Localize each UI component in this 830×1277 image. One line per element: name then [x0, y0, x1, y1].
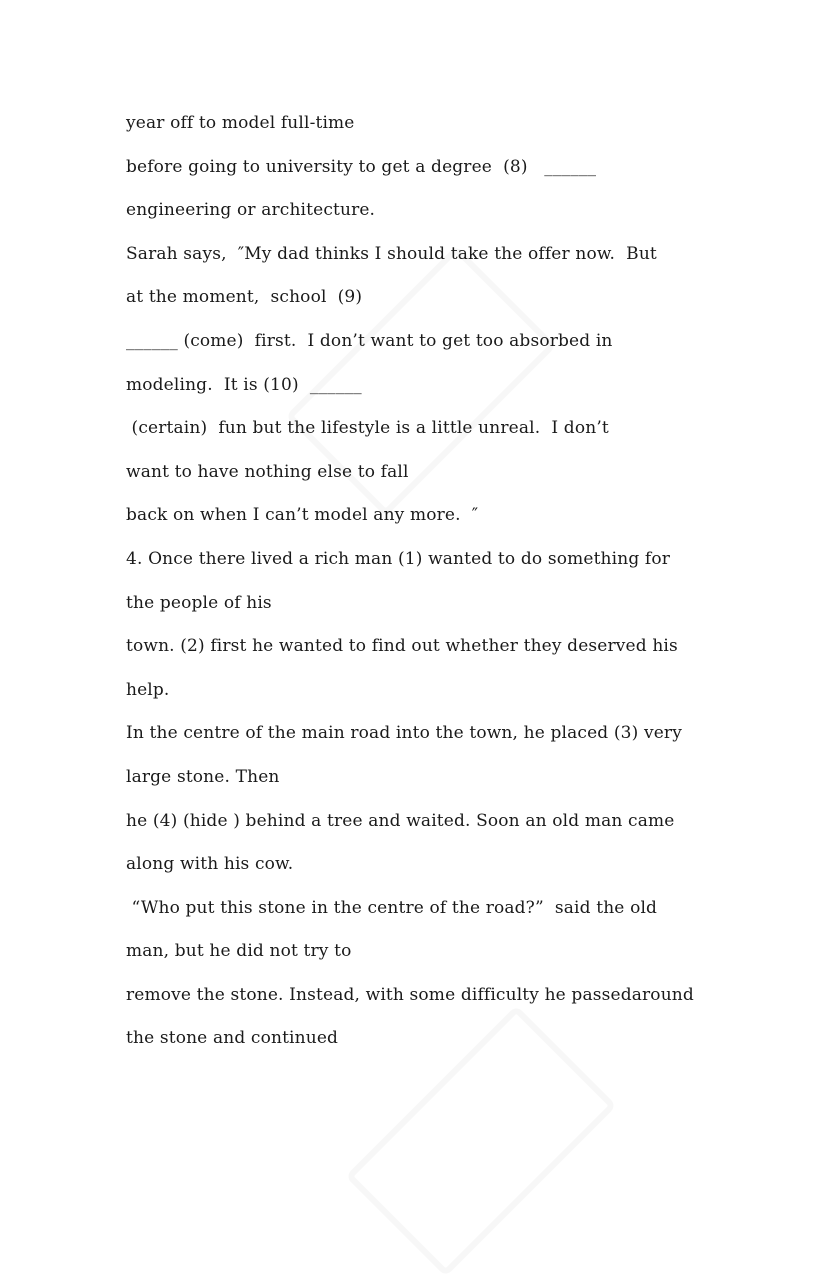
text-line: (certain) fun but the lifestyle is a little unreal. I don’t — [126, 418, 609, 439]
text-line: In the centre of the main road into the town, he placed (3) very — [126, 723, 682, 744]
text-line: along with his cow. — [126, 854, 294, 875]
text-line: modeling. It is (10) ______ — [126, 374, 362, 395]
text-line: engineering or architecture. — [126, 200, 376, 221]
text-line: want to have nothing else to fall — [126, 461, 409, 482]
text-line: Sarah says, ″My dad thinks I should take the offer now. But — [126, 243, 657, 264]
document-text — [126, 106, 706, 1065]
text-line: at the moment, school (9) — [126, 287, 363, 308]
text-line: the people of his — [126, 592, 272, 613]
text-line: before going to university to get a degree (8) ______ — [126, 156, 597, 177]
text-line: town. (2) first he wanted to find out whether they deserved his — [126, 636, 678, 657]
text-line: large stone. Then — [126, 766, 280, 787]
text-line: man, but he did not try to — [126, 941, 352, 962]
text-line: remove the stone. Instead, with some difficulty he passedaround — [126, 984, 694, 1005]
text-line: “Who put this stone in the centre of the road?” said the old — [126, 897, 658, 918]
text-line: 4. Once there lived a rich man (1) wanted to do something for — [126, 548, 671, 569]
text-line: back on when I can’t model any more. ″ — [126, 505, 479, 526]
text-line: year off to model full-time — [126, 113, 355, 133]
text-line: the stone and continued — [126, 1028, 339, 1049]
text-line: ______ (come) first. I don’t want to get too absorbed in — [126, 330, 613, 351]
text-line: help. — [126, 679, 170, 700]
text-line: he (4) (hide ) behind a tree and waited. Soon an old man came — [126, 810, 675, 831]
